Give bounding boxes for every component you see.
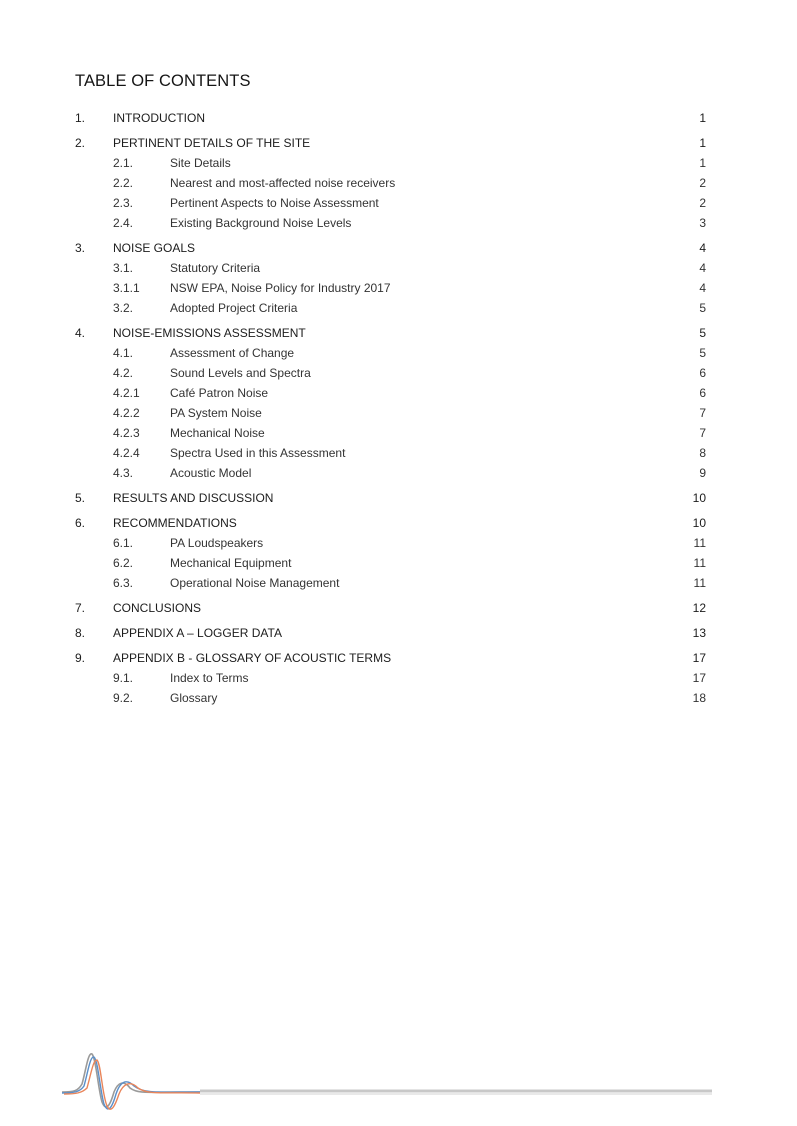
toc-subsection-entry — [0, 258, 797, 278]
toc-entry-title: NSW EPA, Noise Policy for Industry 2017 — [170, 281, 391, 295]
toc-entry-title: Index to Terms — [170, 671, 249, 685]
toc-entry-page: 1 — [699, 111, 706, 125]
toc-entry-number: 4.1. — [113, 346, 134, 360]
toc-entry-title: RESULTS AND DISCUSSION — [113, 491, 274, 505]
toc-entry-number: 2. — [75, 136, 86, 150]
toc-entry-page: 7 — [699, 426, 706, 440]
toc-section-entry — [0, 323, 797, 343]
toc-entry-page: 17 — [692, 671, 706, 685]
toc-subsection-entry — [0, 573, 797, 593]
toc-entry-title: APPENDIX B - GLOSSARY OF ACOUSTIC TERMS — [113, 651, 392, 665]
toc-entry-page: 10 — [692, 491, 706, 505]
toc-entry-number: 9.1. — [113, 671, 134, 685]
toc-entry-number: 2.2. — [113, 176, 134, 190]
toc-entry-title: Operational Noise Management — [170, 576, 340, 590]
toc-entry-number: 4.2.2 — [113, 406, 140, 420]
toc-entry-page: 11 — [693, 536, 706, 550]
toc-entry-title: Pertinent Aspects to Noise Assessment — [170, 196, 379, 210]
toc-subsection-entry — [0, 688, 797, 708]
toc-entry-number: 2.1. — [113, 156, 134, 170]
toc-subsection-entry — [0, 533, 797, 553]
toc-entry-title: RECOMMENDATIONS — [113, 516, 237, 530]
toc-entry-title: Adopted Project Criteria — [170, 301, 298, 315]
toc-entry-number: 8. — [75, 626, 86, 640]
toc-entry-page: 1 — [699, 156, 706, 170]
toc-entry-page: 5 — [699, 346, 706, 360]
toc-entry-title: Site Details — [170, 156, 231, 170]
toc-entry-page: 7 — [699, 406, 706, 420]
toc-entry-number: 4.2.3 — [113, 426, 140, 440]
toc-entry-page: 4 — [699, 261, 706, 275]
toc-entry-page: 18 — [692, 691, 706, 705]
toc-entry-number: 3.1.1 — [113, 281, 140, 295]
toc-subsection-entry — [0, 403, 797, 423]
toc-entry-page: 13 — [692, 626, 706, 640]
toc-subsection-entry — [0, 668, 797, 688]
toc-entry-page: 6 — [699, 386, 706, 400]
toc-section-entry — [0, 488, 797, 508]
toc-entry-page: 2 — [699, 176, 706, 190]
toc-entry-number: 9.2. — [113, 691, 134, 705]
toc-entry-title: Nearest and most-affected noise receivers — [170, 176, 396, 190]
toc-section-entry — [0, 108, 797, 128]
toc-entry-page: 4 — [699, 281, 706, 295]
toc-entry-title: Assessment of Change — [170, 346, 295, 360]
toc-entry-number: 1. — [75, 111, 86, 125]
toc-entry-number: 6. — [75, 516, 86, 530]
toc-entry-number: 4.2.4 — [113, 446, 140, 460]
toc-entry-page: 5 — [699, 326, 706, 340]
toc-subsection-entry — [0, 343, 797, 363]
toc-entry-page: 6 — [699, 366, 706, 380]
toc-entry-number: 3.2. — [113, 301, 134, 315]
toc-entry-title: Existing Background Noise Levels — [170, 216, 352, 230]
toc-subsection-entry — [0, 193, 797, 213]
toc-subsection-entry — [0, 463, 797, 483]
toc-entry-title: PA System Noise — [170, 406, 262, 420]
toc-entry-page: 11 — [693, 556, 706, 570]
toc-entry-number: 6.3. — [113, 576, 134, 590]
toc-entry-title: PERTINENT DETAILS OF THE SITE — [113, 136, 311, 150]
toc-section-entry — [0, 623, 797, 643]
toc-entry-number: 4.2. — [113, 366, 134, 380]
toc-entry-number: 5. — [75, 491, 86, 505]
toc-subsection-entry — [0, 173, 797, 193]
waveform-grey — [62, 1054, 200, 1107]
toc-entry-title: PA Loudspeakers — [170, 536, 264, 550]
toc-entry-page: 17 — [692, 651, 706, 665]
toc-entry-number: 2.4. — [113, 216, 134, 230]
toc-entry-page: 10 — [692, 516, 706, 530]
waveform-logo-icon — [60, 1048, 715, 1118]
toc-entry-number: 6.1. — [113, 536, 134, 550]
toc-subsection-entry — [0, 153, 797, 173]
toc-entry-page: 11 — [693, 576, 706, 590]
toc-entry-title: Café Patron Noise — [170, 386, 269, 400]
toc-entry-title: Spectra Used in this Assessment — [170, 446, 346, 460]
toc-subsection-entry — [0, 553, 797, 573]
toc-entry-page: 2 — [699, 196, 706, 210]
toc-section-entry — [0, 133, 797, 153]
toc-entry-title: Sound Levels and Spectra — [170, 366, 311, 380]
toc-entry-title: CONCLUSIONS — [113, 601, 202, 615]
toc-section-entry — [0, 238, 797, 258]
toc-entry-title: Glossary — [170, 691, 218, 705]
toc-subsection-entry — [0, 363, 797, 383]
toc-entry-number: 2.3. — [113, 196, 134, 210]
toc-entry-title: Mechanical Equipment — [170, 556, 292, 570]
toc-subsection-entry — [0, 383, 797, 403]
toc-section-entry — [0, 513, 797, 533]
toc-entry-page: 3 — [699, 216, 706, 230]
toc-entry-title: NOISE GOALS — [113, 241, 196, 255]
toc-section-entry — [0, 648, 797, 668]
toc-subsection-entry — [0, 278, 797, 298]
toc-subsection-entry — [0, 423, 797, 443]
toc-entry-page: 9 — [699, 466, 706, 480]
toc-entry-page: 1 — [699, 136, 706, 150]
toc-entry-number: 4. — [75, 326, 86, 340]
toc-entry-number: 3. — [75, 241, 86, 255]
toc-entry-number: 4.3. — [113, 466, 134, 480]
toc-subsection-entry — [0, 213, 797, 233]
toc-section-entry — [0, 598, 797, 618]
toc-entry-page: 12 — [692, 601, 706, 615]
toc-entry-number: 9. — [75, 651, 86, 665]
toc-entry-page: 4 — [699, 241, 706, 255]
toc-entry-title: Acoustic Model — [170, 466, 252, 480]
toc-entry-title: Statutory Criteria — [170, 261, 261, 275]
toc-entry-title: Mechanical Noise — [170, 426, 265, 440]
toc-entry-title: INTRODUCTION — [113, 111, 205, 125]
toc-entry-title: NOISE-EMISSIONS ASSESSMENT — [113, 326, 306, 340]
toc-entry-number: 7. — [75, 601, 86, 615]
toc-entry-page: 5 — [699, 301, 706, 315]
table-of-contents — [0, 108, 797, 708]
toc-entry-page: 8 — [699, 446, 706, 460]
toc-entry-title: APPENDIX A – LOGGER DATA — [113, 626, 282, 640]
toc-subsection-entry — [0, 443, 797, 463]
page-title: TABLE OF CONTENTS — [75, 72, 251, 90]
toc-entry-number: 3.1. — [113, 261, 134, 275]
toc-subsection-entry — [0, 298, 797, 318]
toc-entry-number: 4.2.1 — [113, 386, 140, 400]
toc-entry-number: 6.2. — [113, 556, 134, 570]
